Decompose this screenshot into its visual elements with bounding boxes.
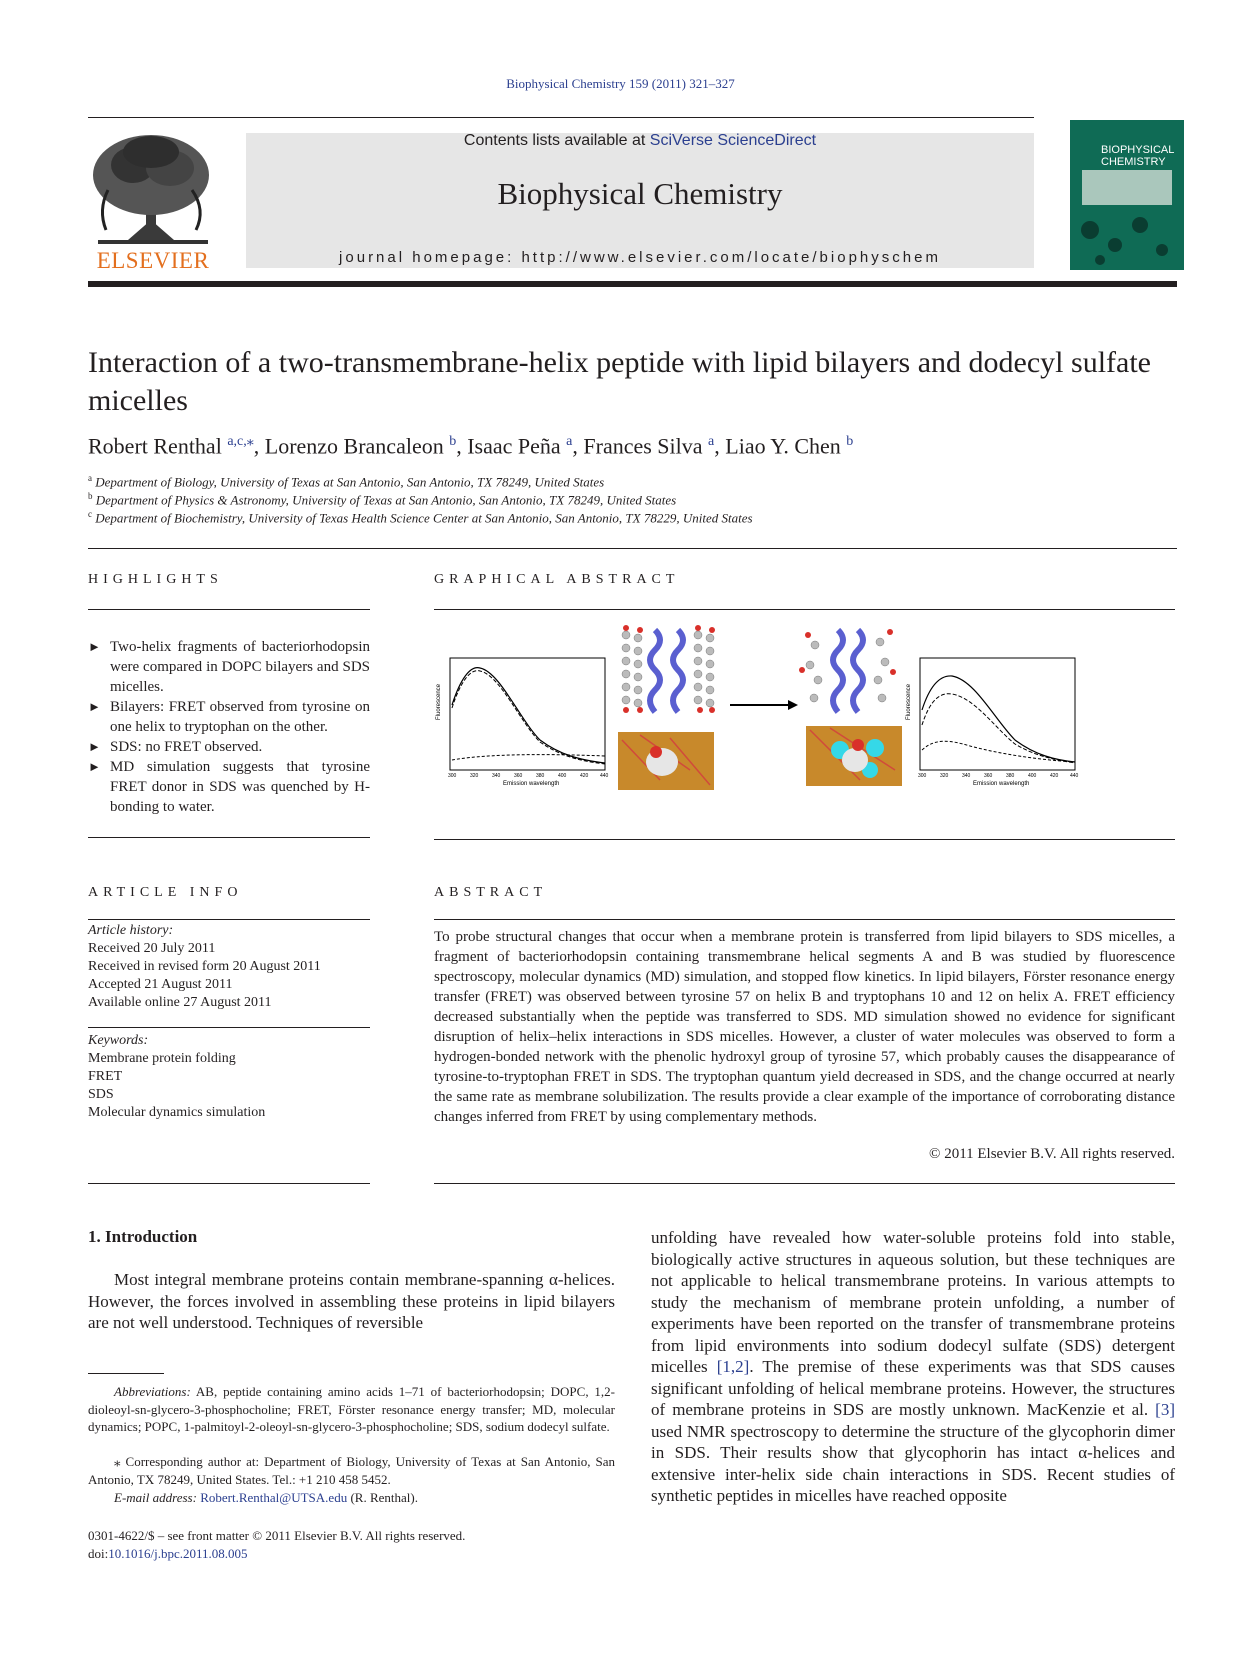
right-plot-tick: 340 xyxy=(962,773,971,779)
email-link[interactable]: Robert.Renthal@UTSA.edu xyxy=(200,1490,348,1505)
left-plot-tick: 340 xyxy=(492,773,501,779)
author-name: Frances Silva xyxy=(583,433,703,459)
right-plot-tick: 320 xyxy=(940,773,949,779)
cover-title: BIOPHYSICAL CHEMISTRY xyxy=(1101,144,1174,168)
author-name: Lorenzo Brancaleon xyxy=(264,433,444,459)
affiliation-mark: c xyxy=(88,509,92,519)
intro-text: unfolding have revealed how water-soluble proteins fold into stable, biologically active structures in aqueous solution, but these techniques are not applicable to helical transmembrane proteins. In various attempts to study the mechanism of membrane protein unfolding, a number of experiments have been reported on the transfer of transmembrane proteins from lipid environments into sodium dodecyl sulfate (SDS) detergent micelles xyxy=(651,1228,1175,1376)
header-thick-rule xyxy=(88,281,1177,287)
affiliation-text: Department of Physics & Astronomy, University of Texas at San Antonio, San Antonio, TX 78249, United States xyxy=(95,492,677,508)
highlights-list xyxy=(88,637,370,817)
affiliation xyxy=(88,473,604,490)
citation-link[interactable]: [3] xyxy=(1155,1400,1175,1419)
header-top-rule xyxy=(88,117,1034,118)
sciencedirect-link[interactable]: SciVerse ScienceDirect xyxy=(649,132,817,149)
citation-link[interactable]: [1,2] xyxy=(716,1357,750,1376)
bilayer-peptide-model xyxy=(618,625,718,715)
right-plot-tick: 440 xyxy=(1070,773,1079,779)
article-info-bottom-rule xyxy=(88,1183,370,1184)
author-affil-mark[interactable]: a xyxy=(708,434,715,449)
right-plot-tick: 380 xyxy=(1006,773,1015,779)
left-plot-tick: 380 xyxy=(536,773,545,779)
right-plot-xlabel: Emission wavelength xyxy=(973,781,1030,787)
author-name: Isaac Peña xyxy=(467,433,561,459)
affiliation-mark: b xyxy=(88,491,93,501)
intro-text: . The premise of these experiments was that SDS causes significant unfolding of helical membrane proteins. However, the structures of membrane proteins in SDS are mostly unknown. MacKenzie et al. xyxy=(651,1357,1176,1419)
contents-line xyxy=(246,132,1034,150)
email-label: E-mail address: xyxy=(114,1490,197,1505)
ga-top-rule xyxy=(434,609,1175,610)
micelle-tyrosine-inset xyxy=(806,726,902,786)
journal-cover[interactable] xyxy=(1070,120,1184,270)
keyword: FRET xyxy=(88,1069,123,1084)
keywords-rule xyxy=(88,1027,370,1028)
journal-citation[interactable]: Biophysical Chemistry 159 (2011) 321–327 xyxy=(506,76,735,91)
abbreviations-text: AB, peptide containing amino acids 1–71 of bacteriorhodopsin; DOPC, 1,2-dioleoyl-sn-glycero-3-phosphocholine; FRET, Förster resonance energy transfer; MD, molecular dynamics; POPC, 1-palmitoyl-2-oleoyl-sn-glycero-3-phosphocholine; SDS, sodium dodecyl sulfate. xyxy=(88,1384,615,1435)
highlight-text: Bilayers: FRET observed from tyrosine on one helix to tryptophan on the other. xyxy=(110,699,370,735)
highlight-item xyxy=(88,737,370,757)
abstract-heading: ABSTRACT xyxy=(434,885,548,900)
ga-bottom-rule xyxy=(434,839,1175,840)
left-plot-tick: 360 xyxy=(514,773,523,779)
keyword: Membrane protein folding xyxy=(88,1051,236,1066)
highlight-item xyxy=(88,637,370,697)
journal-title: Biophysical Chemistry xyxy=(497,176,783,211)
author-affil-mark[interactable]: b xyxy=(846,434,854,449)
corresponding-footnote: ⁎ Corresponding author at: Department of Biology, University of Texas at San Antonio, San Antonio, TX 78249, United States. Tel.: +1 210 458 5452. xyxy=(88,1454,615,1487)
right-plot-tick: 360 xyxy=(984,773,993,779)
highlight-text: SDS: no FRET observed. xyxy=(110,739,263,755)
bilayer-tyrosine-inset xyxy=(618,732,714,790)
left-plot-ylabel: Fluorescence xyxy=(436,683,442,720)
author-affil-mark[interactable]: b xyxy=(449,434,457,449)
affiliation-rule xyxy=(88,548,1177,549)
left-plot-tick: 300 xyxy=(448,773,457,779)
online-date: Available online 27 August 2011 xyxy=(88,995,272,1010)
email-suffix: (R. Renthal). xyxy=(350,1490,418,1505)
doi-link[interactable]: 10.1016/j.bpc.2011.08.005 xyxy=(108,1546,248,1561)
abstract-rule xyxy=(434,919,1175,920)
author-affil-mark[interactable]: a,c,⁎ xyxy=(227,434,254,449)
bullet-arrow-icon: ► xyxy=(88,759,101,774)
right-plot-tick: 400 xyxy=(1028,773,1037,779)
highlights-heading: HIGHLIGHTS xyxy=(88,572,223,587)
highlights-bottom-rule xyxy=(88,837,370,838)
bullet-arrow-icon: ► xyxy=(88,699,101,714)
issn-line xyxy=(88,1527,465,1563)
affiliation-text: Department of Biochemistry, University of Texas Health Science Center at San Antonio, San Antonio, TX 78229, United States xyxy=(95,510,753,526)
left-plot-tick: 400 xyxy=(558,773,567,779)
affiliation-text: Department of Biology, University of Texas at San Antonio, San Antonio, TX 78249, United States xyxy=(95,474,605,490)
right-plot-tick: 420 xyxy=(1050,773,1059,779)
right-plot-tick: 300 xyxy=(918,773,927,779)
author-list: Robert Renthal $^{a,c,⁎}$, Lorenzo Brancaleon $^b$, Isaac Peña $^a$, Frances Silva $^a$, Liao Y. Chen $^b$ xyxy=(88,433,854,459)
left-spectrum-plot xyxy=(436,658,609,787)
introduction-col1: Most integral membrane proteins contain membrane-spanning α-helices. However, the forces involved in assembling these proteins in lipid bilayers are not well understood. Techniques of reversible xyxy=(88,1270,615,1332)
graphical-abstract-heading: GRAPHICAL ABSTRACT xyxy=(434,572,680,587)
left-plot-tick: 320 xyxy=(470,773,479,779)
transition-arrow-icon xyxy=(730,700,798,710)
intro-text: used NMR spectroscopy to determine the structure of the glycophorin dimer in SDS. Their results show that glycophorin has intact α-helices and extensive inter-helix side chain interactions in SDS. Recent studies of synthetic peptides in micelles have reached opposite xyxy=(651,1421,1175,1505)
left-plot-xlabel: Emission wavelength xyxy=(503,781,560,787)
email-footnote xyxy=(88,1489,615,1507)
article-info-rule xyxy=(88,919,370,920)
introduction-col2 xyxy=(651,1227,1175,1507)
bullet-arrow-icon: ► xyxy=(88,639,101,654)
contents-prefix: Contents lists available at xyxy=(463,132,650,149)
keywords xyxy=(88,1032,265,1122)
doi-label: doi: xyxy=(88,1546,109,1561)
left-plot-tick: 440 xyxy=(600,773,609,779)
highlight-item xyxy=(88,697,370,737)
right-spectrum-plot xyxy=(906,658,1079,787)
abbreviations-label: Abbreviations: xyxy=(114,1384,191,1399)
left-plot-tick: 420 xyxy=(580,773,589,779)
affiliation xyxy=(88,509,753,526)
journal-homepage[interactable]: journal homepage: http://www.elsevier.com/locate/biophyschem xyxy=(339,249,941,266)
keyword: Molecular dynamics simulation xyxy=(88,1105,266,1120)
abstract-copyright: © 2011 Elsevier B.V. All rights reserved. xyxy=(929,1146,1175,1162)
author-name: Robert Renthal xyxy=(88,433,222,459)
abbreviations-footnote xyxy=(88,1383,615,1436)
author-affil-mark[interactable]: a xyxy=(566,434,573,449)
article-title: Interaction of a two-transmembrane-helix peptide with lipid bilayers and dodecyl sulfate micelles xyxy=(88,346,1151,417)
author-name: Liao Y. Chen xyxy=(725,433,841,459)
graphical-abstract-figure[interactable] xyxy=(430,620,1175,815)
affiliation-mark: a xyxy=(88,473,92,483)
bullet-arrow-icon: ► xyxy=(88,739,101,754)
footnote-rule xyxy=(88,1373,164,1374)
keywords-label: Keywords: xyxy=(88,1033,149,1048)
elsevier-wordmark: ELSEVIER xyxy=(96,248,210,273)
accepted-date: Accepted 21 August 2011 xyxy=(88,977,233,992)
abstract-bottom-rule xyxy=(434,1183,1175,1184)
doi-line xyxy=(88,1545,465,1563)
highlight-text: MD simulation suggests that tyrosine FRET donor in SDS was quenched by H-bonding to water. xyxy=(110,759,370,815)
article-info-heading: ARTICLE INFO xyxy=(88,885,243,900)
right-plot-ylabel: Fluorescence xyxy=(906,683,912,720)
introduction-heading: 1. Introduction xyxy=(88,1227,198,1246)
abstract-body: To probe structural changes that occur when a membrane protein is transferred from lipid bilayers to SDS micelles, a fragment of bacteriorhodopsin containing transmembrane helical segments A and B was studied by fluorescence spectroscopy, molecular dynamics (MD) simulation, and stopped flow kinetics. In lipid bilayers, Förster resonance energy transfer (FRET) was observed between tyrosine 57 on helix B and tryptophans 10 and 12 on helix A. FRET efficiency decreased substantially when the peptide was transferred to SDS. MD simulation showed no evidence for significant disruption of helix–helix interactions in SDS micelles. However, a cluster of water molecules was observed to form a hydrogen-bonded network with the phenolic hydroxyl group of tyrosine 57, which probably causes the disappearance of tyrosine-to-tryptophan FRET in SDS. The tryptophan quantum yield decreased in SDS, and the change occurred at nearly the same rate as membrane solubilization. The results provide a clear example of the importance of corroborating distance changes inferred from FRET by using complementary methods. xyxy=(434,929,1175,1125)
issn-text: 0301-4622/$ – see front matter © 2011 Elsevier B.V. All rights reserved. xyxy=(88,1528,466,1543)
micelle-peptide-model xyxy=(799,629,896,712)
history-label: Article history: xyxy=(88,923,174,938)
revised-date: Received in revised form 20 August 2011 xyxy=(88,959,321,974)
article-history xyxy=(88,922,321,1012)
highlight-text: Two-helix fragments of bacteriorhodopsin were compared in DOPC bilayers and SDS micelles. xyxy=(110,639,370,695)
keyword: SDS xyxy=(88,1087,114,1102)
highlight-item xyxy=(88,757,370,817)
received-date: Received 20 July 2011 xyxy=(88,941,216,956)
highlights-top-rule xyxy=(88,609,370,610)
affiliation xyxy=(88,491,676,508)
